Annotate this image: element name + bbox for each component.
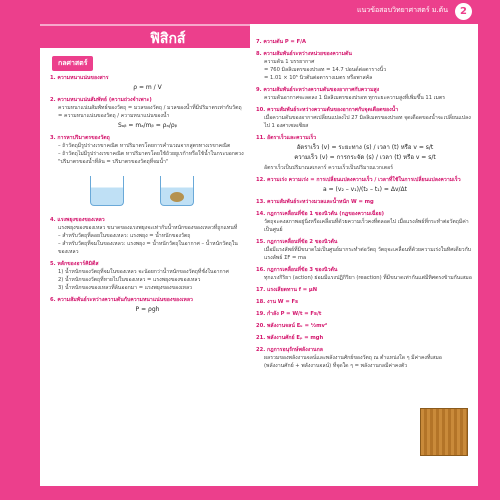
body-text: อัตราเร็วเป็นปริมาณสเกลาร์ ความเร็วเป็นปริมาณเวกเตอร์: [264, 165, 393, 171]
topic-heading: 17. แรงเสียดทาน f = μN: [256, 287, 318, 293]
body-text: (พลังงานศักย์ + พลังงานจลน์) ที่จุดใด ๆ = พลังงานกลมีค่าคงตัว: [264, 363, 408, 369]
page-border-bottom: [0, 486, 500, 500]
stone-icon: [170, 192, 184, 202]
running-header: แนวข้อสอบวิทยาศาสตร์ ม.ต้น: [356, 6, 448, 14]
body-text: ผลรวมของพลังงานจลน์และพลังงานศักย์ของวัตถุ ณ ตำแหน่งใด ๆ มีค่าคงที่เสมอ: [264, 355, 442, 361]
right-column: [256, 34, 474, 370]
topic-heading: 13. ความสัมพันธ์ระหว่างมวลและน้ำหนัก W = mg: [256, 199, 374, 205]
page-title: ฟิสิกส์: [150, 31, 186, 47]
body-text: ทุกแรงกิริยา (action) ย่อมมีแรงปฏิกิริยา (reaction) ที่มีขนาดเท่ากันแต่มีทิศตรงข้ามกันเสมอ: [264, 275, 472, 281]
topic-heading: 11. อัตราเร็วและความเร็ว: [256, 135, 317, 141]
topic-heading: 20. พลังงานจลน์ Eₖ = ½mv²: [256, 323, 328, 329]
beaker-icon: [90, 176, 124, 206]
topic-heading: 7. ความดัน P = F/A: [256, 39, 307, 45]
body-text: "ปริมาตรของน้ำที่ล้น = ปริมาตรของวัตถุที่จมน้ำ": [58, 159, 169, 165]
topic-heading: 6. ความสัมพันธ์ระหว่างความดันกับความหนาแน่นของของเหลว: [50, 297, 193, 303]
page-border-right: [478, 0, 500, 500]
header-band: [40, 0, 478, 24]
beaker-illustration: [50, 170, 245, 212]
topic-heading: 2. ความหนาแน่นสัมพัทธ์ (ความถ่วงจำเพาะ): [50, 97, 152, 103]
topic-heading: 18. งาน W = Fs: [256, 299, 299, 305]
body-text: ความดันอากาศจะลดลง 1 มิลลิเมตรของปรอท ทุกระยะความสูงที่เพิ่มขึ้น 11 เมตร: [264, 95, 446, 101]
formula-line: ρ = m / V: [133, 84, 162, 91]
body-text: เมื่อความดันของอากาศเปลี่ยนแปลงไป 27 มิลลิเมตรของปรอท จุดเดือดของน้ำจะเปลี่ยนแปลงไป 1 องศาเซลเซียส: [264, 115, 471, 129]
body-text: – ถ้าวัตถุมีรูปร่างเรขาคณิต หาปริมาตรโดยการคำนวณจากสูตรทางเรขาคณิต: [58, 143, 231, 149]
body-text: – สำหรับวัตถุที่ลอยในของเหลว: แรงพยุง = น้ำหนักของวัตถุ: [58, 233, 191, 239]
section-tag: กลศาสตร์: [52, 56, 93, 71]
body-text: 1) น้ำหนักของวัตถุที่จมในของเหลว จะน้อยกว่าน้ำหนักของวัตถุที่ชั่งในอากาศ: [58, 269, 229, 275]
body-text: = ความหนาแน่นของวัตถุ / ความหนาแน่นของน้ำ: [58, 113, 170, 119]
body-text: ความดัน 1 บรรยากาศ: [264, 59, 315, 65]
body-text: 3) น้ำหนักของของเหลวที่ล้นออกมา = แรงพยุงของของเหลว: [58, 285, 193, 291]
topic-heading: 22. กฎการอนุรักษ์พลังงานกล: [256, 347, 323, 353]
topic-heading: 1. ความหนาแน่นของสาร: [50, 75, 109, 81]
topic-heading: 16. กฎการเคลื่อนที่ข้อ 3 ของนิวตัน: [256, 267, 338, 273]
wooden-block-illustration: [420, 408, 468, 456]
topic-heading: 14. กฎการเคลื่อนที่ข้อ 1 ของนิวตัน (กฎของความเฉื่อย): [256, 211, 384, 217]
page-border-left: [0, 0, 40, 500]
topic-heading: 9. ความสัมพันธ์ระหว่างความดันของอากาศกับความสูง: [256, 87, 380, 93]
formula-line: a = (v₂ – v₁)/(t₂ – t₁) = Δv/Δt: [323, 186, 407, 193]
topic-heading: 4. แรงพยุงของของเหลว: [50, 217, 105, 223]
left-column: [50, 70, 245, 316]
topic-heading: 21. พลังงานศักย์ Eₚ = mgh: [256, 335, 324, 341]
page-number-badge: 2: [455, 3, 472, 20]
topic-heading: 3. การหาปริมาตรของวัตถุ: [50, 135, 110, 141]
body-text: แรงพยุงของของเหลว ขนาดของแรงพยุงจะเท่ากับน้ำหนักของของเหลวที่ถูกแทนที่: [58, 225, 238, 231]
body-text: = 760 มิลลิเมตรของปรอท = 14.7 ปอนด์ต่อตารางนิ้ว: [264, 67, 387, 73]
body-text: = 1.01 × 10⁵ นิวตันต่อตารางเมตร หรือพาสคัล: [264, 75, 373, 81]
body-text: ความหนาแน่นสัมพัทธ์ของวัตถุ = มวลของวัตถุ / มวลของน้ำที่มีปริมาตรเท่ากับวัตถุ: [58, 105, 242, 111]
topic-heading: 10. ความสัมพันธ์ระหว่างความดันของอากาศกับจุดเดือดของน้ำ: [256, 107, 399, 113]
body-text: – ถ้าวัตถุไม่มีรูปร่างเรขาคณิต หาปริมาตรโดยใช้ถ้วยยูเรก้าหรือใช้น้ำในกระบอกตวง: [58, 151, 244, 157]
title-banner: [40, 24, 250, 48]
formula-line: ความเร็ว (v) = การกระจัด (s) / เวลา (t) หรือ v = s/t: [294, 154, 436, 161]
topic-heading: 8. ความสัมพันธ์ระหว่างหน่วยของความดัน: [256, 51, 352, 57]
body-text: 2) น้ำหนักของวัตถุที่หายไปในของเหลว = แรงพยุงของของเหลว: [58, 277, 201, 283]
formula-line: P = ρgh: [135, 306, 160, 313]
topic-heading: 5. หลักของอาร์คิมิดีส: [50, 261, 99, 267]
topic-heading: 12. ความเร่ง ความเร่ง = การเปลี่ยนแปลงความเร็ว / เวลาที่ใช้ในการเปลี่ยนแปลงความเร็ว: [256, 177, 461, 183]
formula-line: อัตราเร็ว (v) = ระยะทาง (s) / เวลา (t) หรือ v = s/t: [296, 144, 434, 151]
body-text: เมื่อมีแรงลัพธ์ที่มีขนาดไม่เป็นศูนย์มากระทำต่อวัตถุ วัตถุจะเคลื่อนที่ด้วยความเร่งในทิศเดียวกับแรงลัพธ์ ΣF = ma: [264, 247, 472, 261]
body-text: วัตถุจะคงสภาพอยู่นิ่งหรือเคลื่อนที่ด้วยความเร็วคงที่ตลอดไป เมื่อแรงลัพธ์ที่กระทำต่อวัตถุมีค่าเป็นศูนย์: [264, 219, 469, 233]
body-text: – สำหรับวัตถุที่จมในของเหลว: แรงพยุง = น้ำหนักวัตถุในอากาศ – น้ำหนักวัตถุในของเหลว: [58, 241, 238, 255]
topic-heading: 19. กำลัง P = W/t = Fs/t: [256, 311, 322, 317]
topic-heading: 15. กฎการเคลื่อนที่ข้อ 2 ของนิวตัน: [256, 239, 338, 245]
formula-line: Sₐᵦ = mₐ/mᵦ = ρₐ/ρᵦ: [117, 122, 178, 129]
